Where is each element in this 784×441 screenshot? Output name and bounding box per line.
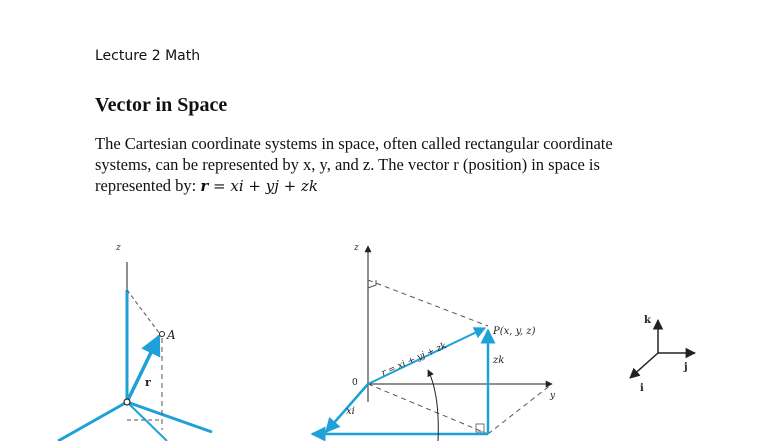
fig2-dash-diagonal xyxy=(368,384,488,434)
paragraph-line-1: The Cartesian coordinate systems in space, often called rectangular coordinate xyxy=(95,134,613,153)
fig2-origin-label: 0 xyxy=(352,378,358,388)
fig2-dash-right xyxy=(488,384,552,434)
fig1-vector-r xyxy=(127,336,159,402)
paragraph-line-3-prefix: represented by: xyxy=(95,176,201,195)
lecture-header: Lecture 2 Math xyxy=(95,48,201,64)
figure-2 xyxy=(312,243,556,441)
fig3-i-label: i xyxy=(640,383,644,394)
fig1-point xyxy=(160,332,165,337)
fig2-z-label: z xyxy=(354,243,359,253)
fig1-point-label: A xyxy=(167,328,176,342)
fig1-dash-top xyxy=(127,290,160,334)
fig1-z-label: z xyxy=(116,243,121,253)
fig1-origin xyxy=(124,399,130,405)
fig3-k-label: k xyxy=(644,315,651,326)
fig2-point-label: P(x, y, z) xyxy=(493,326,536,337)
fig2-xi-label: xi xyxy=(346,406,355,417)
figure-3 xyxy=(630,315,695,394)
equation-rhs: = xi + yj + zk xyxy=(208,177,318,195)
fig2-dash-top xyxy=(368,280,488,326)
figure-1 xyxy=(58,243,212,441)
fig2-y-label: y xyxy=(550,391,556,401)
fig3-j-label: j xyxy=(684,362,688,373)
equation-lhs: r xyxy=(200,177,209,195)
fig1-vector-label: r xyxy=(145,376,151,389)
fig2-angle-arc xyxy=(428,370,438,441)
paragraph-line-2: systems, can be represented by x, y, and z. The vector r (position) in space is xyxy=(95,155,600,174)
fig1-y-axis xyxy=(127,402,212,432)
fig2-vector-label: r = xi + yj + zk xyxy=(380,341,449,379)
section-title: Vector in Space xyxy=(95,94,228,116)
fig3-i-axis xyxy=(630,353,658,378)
fig2-zk-label: zk xyxy=(493,355,505,366)
fig1-x-axis xyxy=(58,402,127,441)
